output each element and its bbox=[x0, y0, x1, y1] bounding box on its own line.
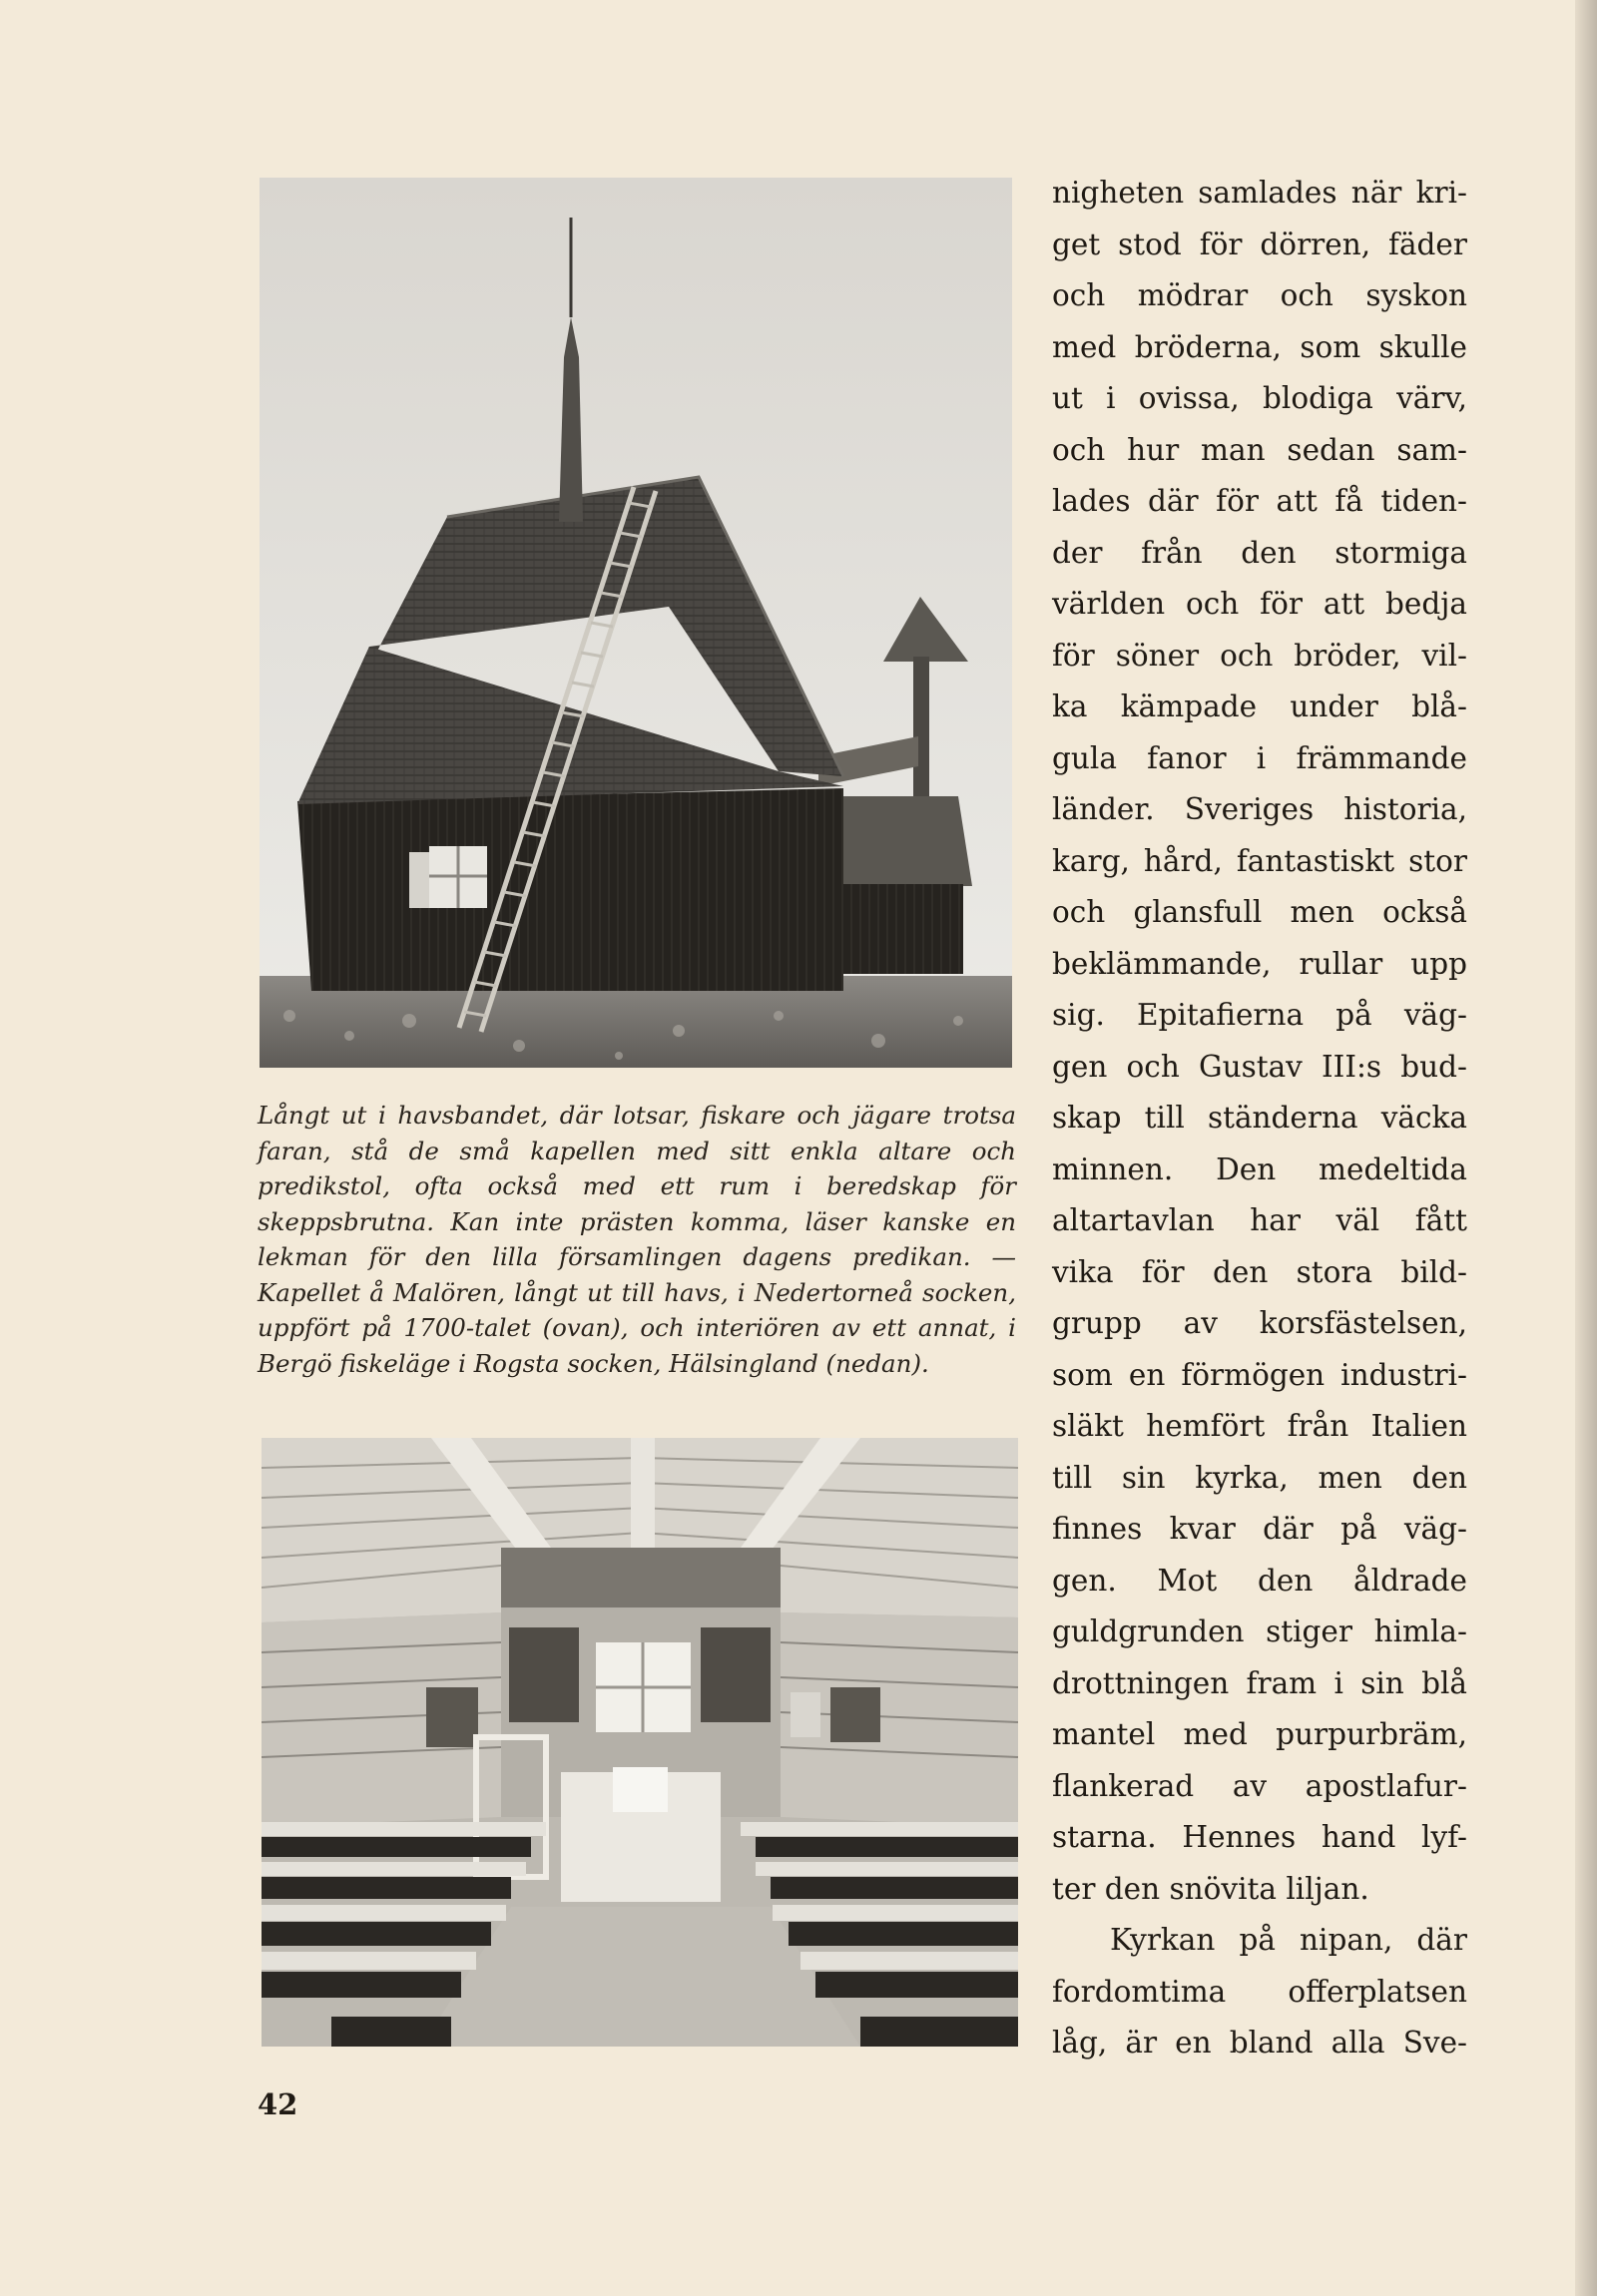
caption-text: Långt ut i havsbandet, där lotsar, fiskare och jägare trotsa faran, stå de små kapellen med sitt enkla altare och predikstol, ofta också med ett rum i beredskap för skeppsbrutna. Kan inte prästen komma, läser kanske en lekman för den lilla församlingen dagens predikan. — Kapellet å Malören, långt ut till havs, i Nedertorneå socken, uppfört på 1700-talet (ovan), och interiören av ett annat, i Bergö fiskeläge i Rogsta socken, Hälsingland (nedan). bbox=[258, 1101, 1016, 1378]
text-line: som en förmögen industri- bbox=[1052, 1357, 1467, 1392]
text-line: släkt hemfört från Italien bbox=[1052, 1409, 1467, 1443]
text-line: och mödrar och syskon bbox=[1052, 278, 1467, 312]
photo-caption bbox=[258, 1098, 1016, 1381]
text-line: länder. Sveriges historia, bbox=[1052, 792, 1467, 826]
text-line: vika för den stora bild- bbox=[1052, 1254, 1467, 1289]
text-line: drottningen fram i sin blå bbox=[1052, 1665, 1467, 1700]
body-text-column bbox=[1052, 168, 1467, 2069]
text-line: nigheten samlades när kri- bbox=[1052, 176, 1467, 210]
text-line: beklämmande, rullar upp bbox=[1052, 946, 1467, 981]
text-line: get stod för dörren, fäder bbox=[1052, 227, 1467, 261]
page-number: 42 bbox=[258, 2087, 298, 2121]
chapel-interior-photo bbox=[262, 1438, 1018, 2047]
text-line: världen och för att bedja bbox=[1052, 587, 1467, 621]
text-line: ter den snövita liljan. bbox=[1052, 1871, 1369, 1906]
text-line: grupp av korsfästelsen, bbox=[1052, 1306, 1467, 1340]
text-line: Kyrkan på nipan, där bbox=[1110, 1923, 1467, 1957]
text-line: mantel med purpurbräm, bbox=[1052, 1717, 1467, 1751]
text-line: flankerad av apostlafur- bbox=[1052, 1768, 1467, 1803]
text-line: ka kämpade under blå- bbox=[1052, 689, 1467, 723]
text-line: skap till ständerna väcka bbox=[1052, 1101, 1467, 1135]
text-line: gula fanor i främmande bbox=[1052, 740, 1467, 775]
text-line: starna. Hennes hand lyf- bbox=[1052, 1820, 1467, 1854]
text-line: karg, hård, fantastiskt stor bbox=[1052, 843, 1467, 878]
text-line: minnen. Den medeltida bbox=[1052, 1151, 1467, 1186]
text-line: fordomtima offerplatsen bbox=[1052, 1974, 1467, 2009]
text-line: ut i ovissa, blodiga värv, bbox=[1052, 381, 1467, 415]
text-line: låg, är en bland alla Sve- bbox=[1052, 2026, 1467, 2060]
text-line: sig. Epitafierna på väg- bbox=[1052, 998, 1467, 1032]
text-line: gen och Gustav III:s bud- bbox=[1052, 1049, 1467, 1084]
text-line: guldgrunden stiger himla- bbox=[1052, 1614, 1467, 1648]
text-line: för söner och bröder, vil- bbox=[1052, 638, 1467, 673]
text-line: med bröderna, som skulle bbox=[1052, 329, 1467, 364]
chapel-exterior-photo bbox=[260, 178, 1012, 1068]
text-line: och glansfull men också bbox=[1052, 895, 1467, 929]
text-line: till sin kyrka, men den bbox=[1052, 1460, 1467, 1495]
text-line: altartavlan har väl fått bbox=[1052, 1203, 1467, 1237]
text-line: der från den stormiga bbox=[1052, 535, 1467, 570]
page-edge-shadow bbox=[1575, 0, 1597, 2296]
text-line: gen. Mot den åldrade bbox=[1052, 1563, 1467, 1598]
text-line: och hur man sedan sam- bbox=[1052, 432, 1467, 467]
text-line: lades där för att få tiden- bbox=[1052, 484, 1467, 518]
text-line: finnes kvar där på väg- bbox=[1052, 1512, 1467, 1546]
